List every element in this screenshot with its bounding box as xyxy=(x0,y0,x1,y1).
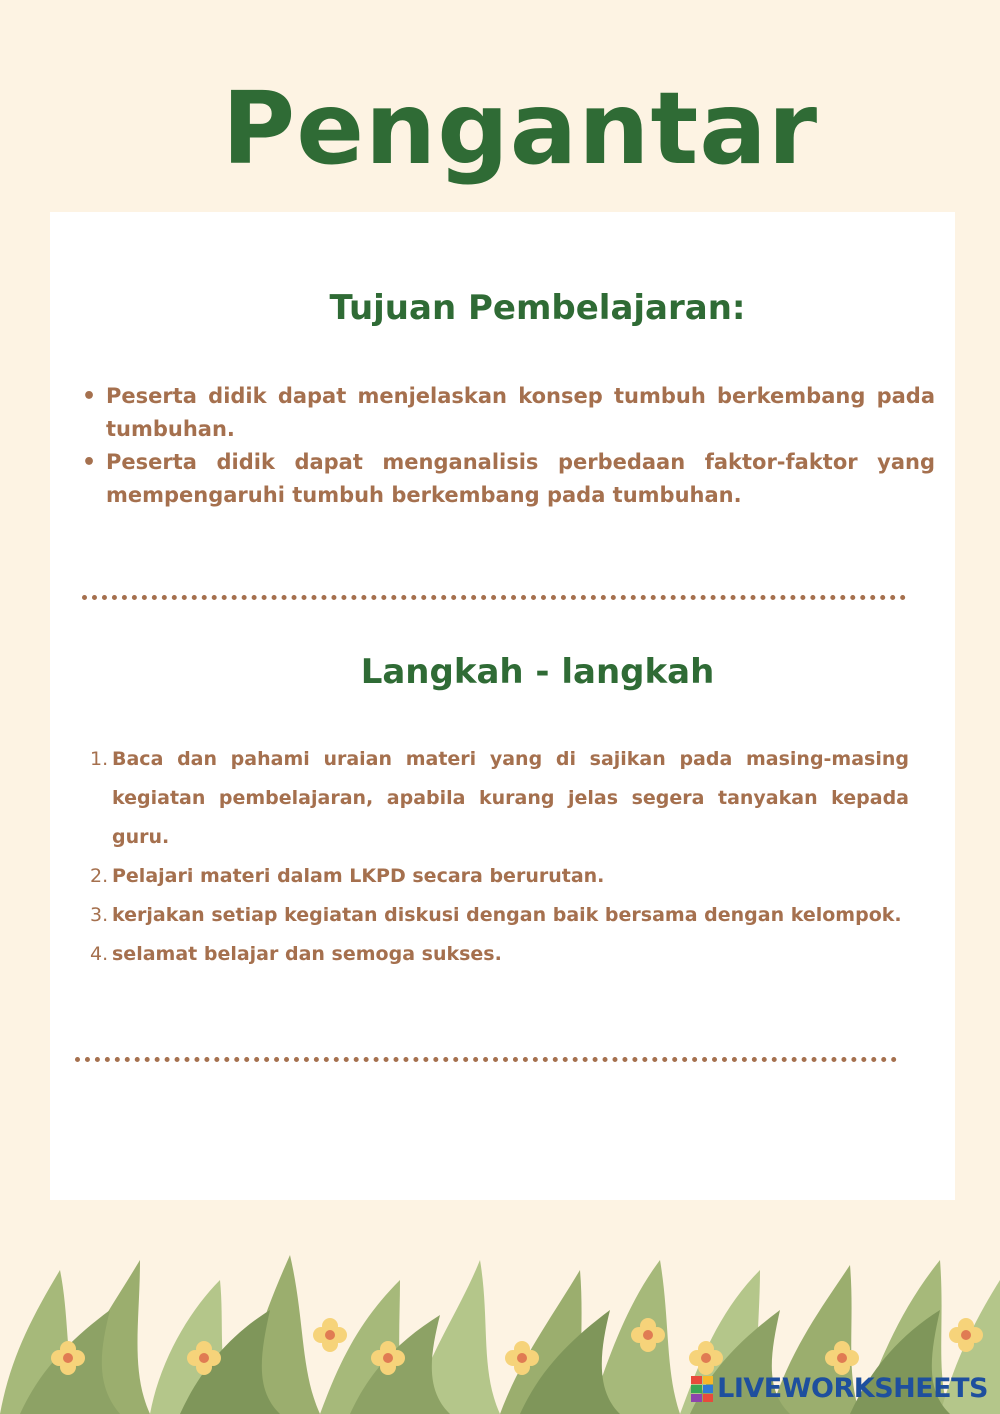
page-title: Pengantar xyxy=(221,70,819,187)
dotted-divider xyxy=(75,1057,897,1062)
step-item xyxy=(92,857,909,896)
step-number: 2. xyxy=(90,865,109,887)
steps-heading: Langkah - langkah xyxy=(360,652,715,692)
watermark-text: LIVEWORKSHEETS xyxy=(717,1373,988,1404)
content-card xyxy=(50,212,955,1200)
step-text: Pelajari materi dalam LKPD secara berurutan. xyxy=(112,865,605,887)
step-number: 1. xyxy=(90,748,109,770)
objectives-list xyxy=(80,380,935,512)
step-text: Baca dan pahami uraian materi yang di sajikan pada masing-masing kegiatan pembelajaran, apabila kurang jelas segera tanyakan kepada guru. xyxy=(112,748,909,848)
step-item xyxy=(92,935,909,974)
step-item xyxy=(92,740,909,857)
steps-list xyxy=(92,740,909,974)
liveworksheets-watermark xyxy=(691,1373,988,1404)
step-number: 3. xyxy=(90,904,109,926)
step-number: 4. xyxy=(90,943,109,965)
objective-item: • Peserta didik dapat menganalisis perbedaan faktor-faktor yang mempengaruhi tumbuh berkembang pada tumbuhan. xyxy=(80,446,935,512)
objectives-heading: Tujuan Pembelajaran: xyxy=(329,288,746,328)
step-text: selamat belajar dan semoga sukses. xyxy=(112,943,502,965)
step-item xyxy=(92,896,909,935)
dotted-divider xyxy=(82,595,906,600)
objective-item: • Peserta didik dapat menjelaskan konsep tumbuh berkembang pada tumbuhan. xyxy=(80,380,935,446)
step-text: kerjakan setiap kegiatan diskusi dengan baik bersama dengan kelompok. xyxy=(112,904,902,926)
liveworksheets-logo-icon xyxy=(691,1376,713,1402)
